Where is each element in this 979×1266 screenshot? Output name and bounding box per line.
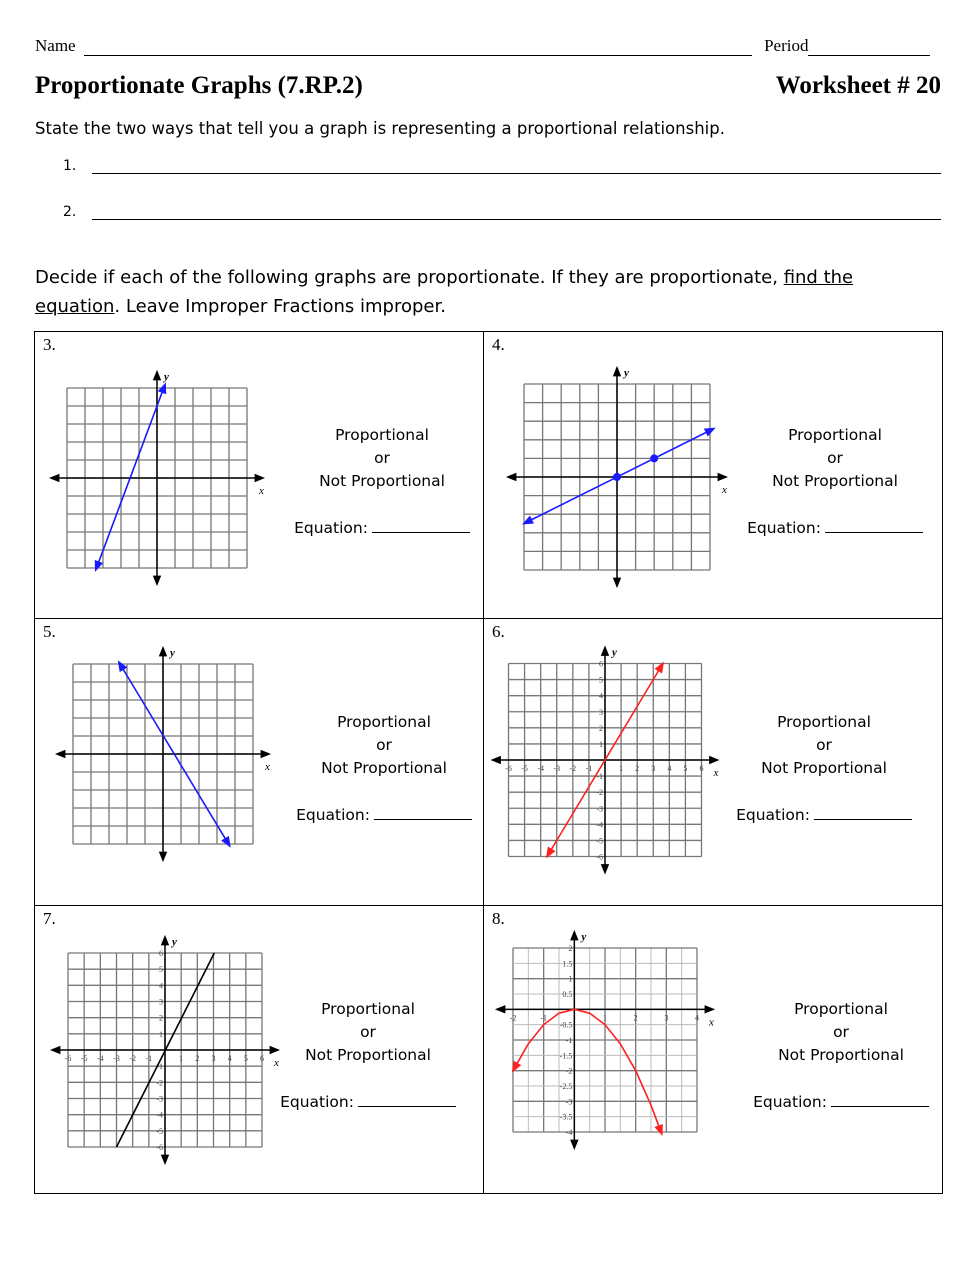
y-tick-label: -2.5 — [559, 1082, 573, 1091]
x-tick-label: 1 — [603, 1013, 607, 1023]
y-tick-label: 5 — [159, 965, 163, 975]
y-tick-label: -2 — [596, 788, 603, 798]
problem-6 — [484, 619, 943, 906]
problem-number: 4. — [492, 335, 505, 354]
x-tick-label: 3 — [664, 1013, 669, 1023]
problems-table — [34, 331, 943, 1194]
x-tick-label: -6 — [64, 1054, 72, 1063]
answer-line-1[interactable] — [63, 158, 941, 174]
equation-field[interactable] — [814, 805, 912, 820]
y-tick-label: 3 — [159, 997, 163, 1007]
period-label: Period — [764, 36, 809, 55]
answer-choices — [735, 424, 935, 540]
y-tick-label: -3 — [596, 804, 603, 814]
coordinate-graph — [35, 906, 295, 1193]
problem-number: 6. — [492, 622, 505, 641]
option-proportional[interactable]: Proportional — [337, 713, 431, 731]
y-tick-label: 1 — [568, 974, 573, 984]
y-tick-label: -2 — [565, 1066, 573, 1076]
option-not-proportional[interactable]: Not Proportional — [319, 472, 445, 490]
equation-label: Equation: — [747, 519, 821, 537]
x-tick-label: 5 — [683, 764, 688, 773]
answer-choices — [268, 998, 468, 1114]
y-tick-label: -1 — [596, 772, 603, 782]
answer-choices — [741, 998, 941, 1114]
x-tick-label: 4 — [667, 764, 672, 773]
answer-choices — [284, 711, 484, 827]
x-tick-label: -4 — [537, 764, 545, 773]
instructions — [35, 263, 935, 321]
x-tick-label: -4 — [96, 1054, 104, 1063]
x-axis-label: x — [713, 767, 719, 779]
graph-point — [613, 473, 621, 481]
equation-label: Equation: — [280, 1093, 354, 1111]
y-tick-label: 4 — [159, 981, 163, 991]
answer-choices — [282, 424, 482, 540]
y-tick-label: 6 — [599, 659, 603, 669]
x-tick-label: 2 — [635, 764, 640, 773]
problem-number: 5. — [43, 622, 56, 641]
problem-number: 8. — [492, 909, 505, 928]
y-tick-label: -5 — [596, 836, 603, 846]
equation-label: Equation: — [294, 519, 368, 537]
x-axis-label: x — [259, 485, 264, 497]
y-tick-label: -0.5 — [559, 1020, 573, 1030]
option-proportional[interactable]: Proportional — [335, 426, 429, 444]
problem-5 — [35, 619, 484, 906]
y-tick-label: -4 — [565, 1128, 573, 1137]
y-tick-label: -3.5 — [559, 1112, 573, 1122]
y-axis-label: y — [170, 647, 175, 659]
y-axis-label: y — [612, 646, 617, 659]
option-not-proportional[interactable]: Not Proportional — [305, 1046, 431, 1064]
problem-8 — [484, 906, 943, 1193]
y-tick-label: 1 — [599, 739, 603, 749]
option-not-proportional[interactable]: Not Proportional — [772, 472, 898, 490]
problem-4 — [484, 332, 943, 619]
x-tick-label: 2 — [633, 1013, 638, 1023]
instructions-text: Decide if each of the following graphs are proportionate. If they are proportionate, — [35, 267, 784, 288]
coordinate-graph — [35, 332, 295, 619]
page-title: Proportionate Graphs (7.RP.2) — [35, 72, 363, 99]
y-tick-label: -6 — [596, 852, 603, 862]
x-tick-label: -2 — [509, 1013, 517, 1023]
name-label: Name — [35, 36, 76, 55]
equation-field[interactable] — [374, 805, 472, 820]
y-tick-label: -1 — [565, 1036, 573, 1045]
x-axis-label: x — [722, 484, 727, 496]
coordinate-graph — [484, 619, 744, 906]
y-tick-label: -1.5 — [559, 1051, 573, 1061]
x-tick-label: -3 — [113, 1054, 120, 1063]
option-not-proportional[interactable]: Not Proportional — [761, 759, 887, 777]
x-tick-label: -6 — [505, 764, 512, 773]
x-tick-label: 5 — [243, 1054, 248, 1063]
graph-point — [650, 454, 658, 462]
problem-number: 7. — [43, 909, 56, 928]
option-not-proportional[interactable]: Not Proportional — [321, 759, 447, 777]
instructions-emphasis: find the equation — [35, 267, 854, 317]
answer-number: 2. — [63, 204, 77, 220]
x-tick-label: 6 — [699, 764, 704, 773]
equation-field[interactable] — [831, 1092, 929, 1107]
y-tick-label: 3 — [599, 707, 603, 717]
y-tick-label: -2 — [156, 1078, 163, 1088]
y-tick-label: -5 — [156, 1126, 163, 1136]
y-tick-label: -3 — [156, 1094, 163, 1104]
name-field[interactable] — [84, 39, 752, 56]
y-tick-label: -6 — [156, 1143, 163, 1152]
option-proportional[interactable]: Proportional — [777, 713, 871, 731]
x-tick-label: -1 — [540, 1013, 548, 1023]
coordinate-graph — [484, 332, 744, 619]
y-tick-label: -1 — [156, 1062, 163, 1072]
problem-number: 3. — [43, 335, 56, 354]
answer-number: 1. — [63, 158, 77, 174]
x-tick-label: 3 — [211, 1054, 216, 1063]
x-tick-label: -2 — [129, 1054, 137, 1063]
equation-field[interactable] — [372, 518, 470, 533]
option-not-proportional[interactable]: Not Proportional — [778, 1046, 904, 1064]
option-or: or — [376, 736, 392, 754]
x-tick-label: 4 — [227, 1054, 232, 1063]
x-tick-label: -5 — [80, 1054, 88, 1063]
x-tick-label: 1 — [619, 764, 624, 773]
y-axis-label: y — [581, 931, 587, 943]
option-proportional[interactable]: Proportional — [321, 1000, 415, 1018]
graph-line — [513, 1009, 662, 1134]
y-tick-label: 1 — [159, 1029, 163, 1039]
instructions-text: . Leave Improper Fractions improper. — [114, 296, 446, 317]
x-tick-label: 1 — [179, 1054, 184, 1063]
option-proportional[interactable]: Proportional — [794, 1000, 888, 1018]
x-tick-label: -1 — [585, 764, 593, 773]
x-tick-label: 6 — [260, 1054, 264, 1063]
x-tick-label: 2 — [195, 1054, 200, 1063]
y-tick-label: 5 — [599, 675, 603, 685]
equation-label: Equation: — [296, 806, 370, 824]
x-tick-label: -3 — [553, 764, 561, 773]
worksheet-number: Worksheet # 20 — [775, 72, 941, 99]
answer-line-2[interactable] — [63, 204, 941, 220]
option-or: or — [360, 1023, 376, 1041]
problem-7 — [35, 906, 484, 1193]
x-tick-label: -1 — [145, 1054, 153, 1063]
y-axis-label: y — [172, 936, 177, 948]
y-tick-label: 6 — [159, 949, 163, 958]
equation-label: Equation: — [736, 806, 810, 824]
option-or: or — [833, 1023, 849, 1041]
x-axis-label: x — [709, 1016, 714, 1029]
y-tick-label: -4 — [596, 820, 603, 830]
option-proportional[interactable]: Proportional — [788, 426, 882, 444]
y-tick-label: 2 — [568, 944, 573, 953]
y-axis-label: y — [624, 367, 629, 379]
option-or: or — [374, 449, 390, 467]
y-tick-label: 4 — [599, 691, 603, 701]
x-axis-label: x — [265, 761, 270, 773]
equation-field[interactable] — [825, 518, 923, 533]
x-tick-label: 4 — [695, 1013, 699, 1023]
answer-choices — [724, 711, 924, 827]
y-tick-label: 2 — [159, 1013, 163, 1023]
equation-field[interactable] — [358, 1092, 456, 1107]
name-period-row — [35, 36, 941, 58]
y-tick-label: 1.5 — [562, 959, 573, 969]
problem-3 — [35, 332, 484, 619]
equation-label: Equation: — [753, 1093, 827, 1111]
y-tick-label: 0.5 — [562, 990, 573, 999]
option-or: or — [816, 736, 832, 754]
graph-line — [96, 384, 165, 569]
y-tick-label: -4 — [156, 1110, 163, 1120]
coordinate-graph — [484, 906, 744, 1193]
option-or: or — [827, 449, 843, 467]
coordinate-graph — [35, 619, 295, 906]
x-axis-label: x — [274, 1057, 279, 1069]
y-axis-label: y — [164, 371, 169, 383]
y-tick-label: -3 — [565, 1097, 573, 1107]
x-tick-label: 3 — [651, 764, 656, 773]
period-field[interactable] — [808, 39, 930, 56]
y-tick-label: 2 — [599, 723, 603, 733]
x-tick-label: -5 — [521, 764, 528, 773]
x-tick-label: -2 — [569, 764, 577, 773]
question-prompt: State the two ways that tell you a graph is representing a proportional relationship. — [35, 119, 725, 138]
